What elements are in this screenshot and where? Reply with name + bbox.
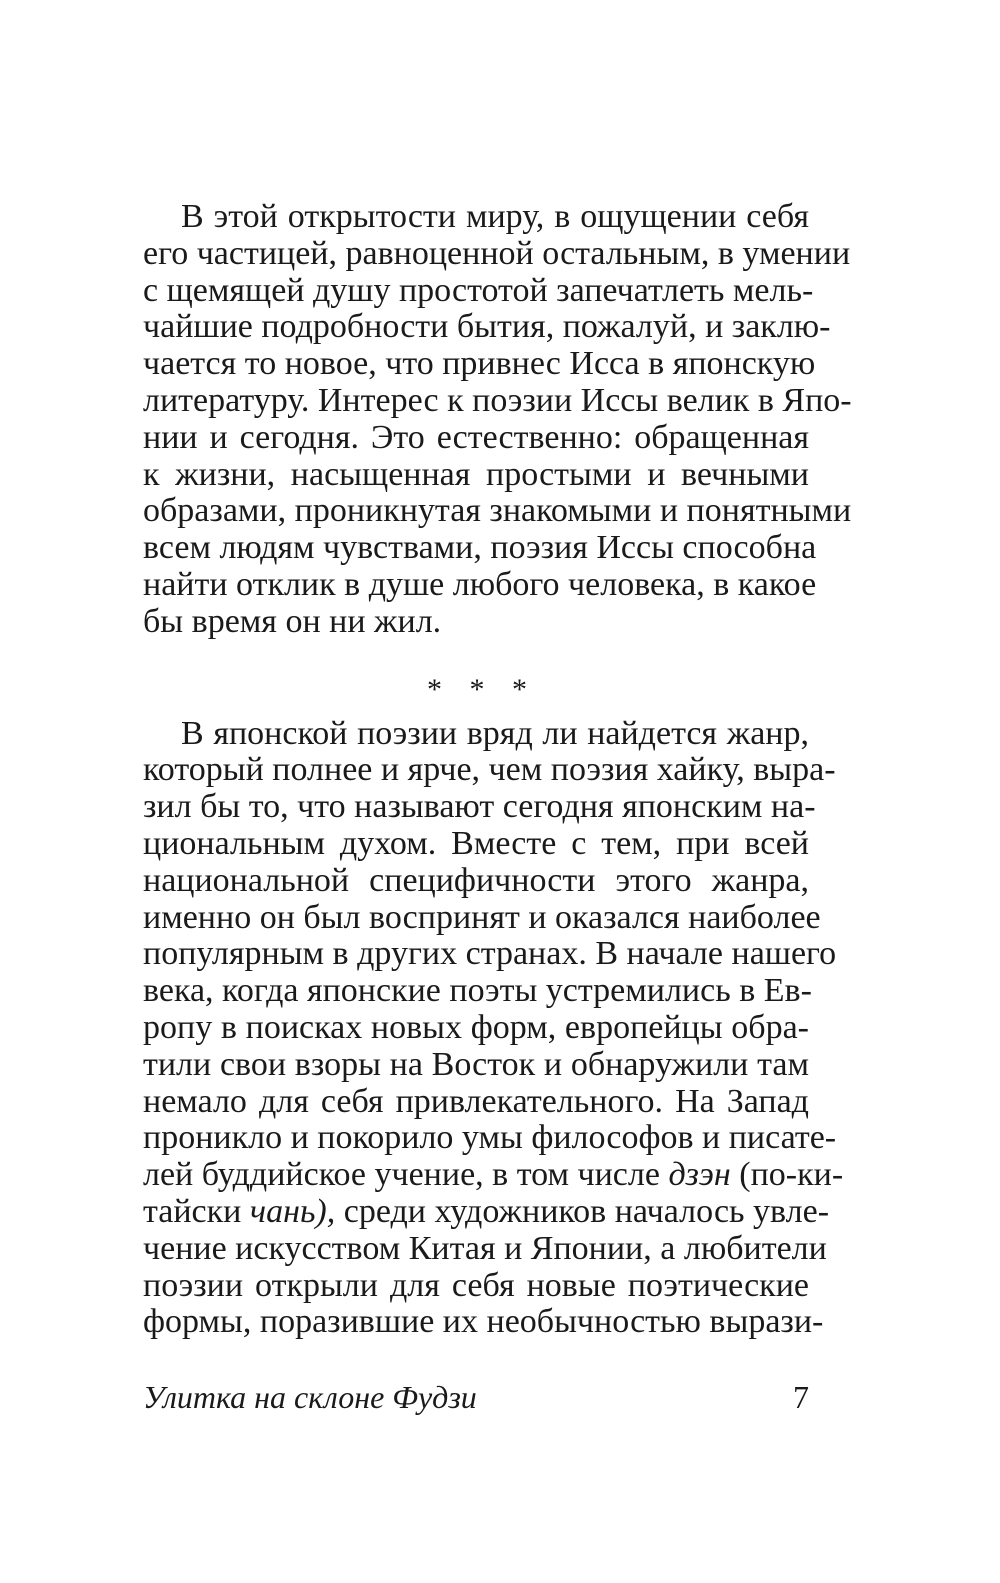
paragraph-2: [143, 714, 844, 1342]
paragraph-1-line-6: литературу. Интерес к поэзии Иссы велик в Япо-: [143, 381, 852, 419]
paragraph-1-line-7: нии и сегодня. Это естественно: обращенная: [143, 418, 809, 456]
paragraph-2-line-2: который полнее и ярче, чем поэзия хайку, выра-: [143, 751, 836, 789]
paragraph-1-line-5: чается то новое, что привнес Исса в японскую: [143, 345, 816, 383]
paragraph-2-line-4: циональным духом. Вместе с тем, при всей: [143, 824, 809, 862]
page-body: [143, 198, 852, 1341]
page-footer: [143, 1377, 809, 1417]
paragraph-2-line-13-tail: (по-ки-: [730, 1156, 844, 1194]
paragraph-2-line-13: [143, 1156, 844, 1194]
paragraph-2-line-5: национальной специфичности этого жанра,: [143, 861, 809, 899]
paragraph-2-line-13-text: лей буддийское учение, в том числе: [143, 1156, 660, 1194]
paragraph-2-line-17: формы, поразившие их необычностью вырази-: [143, 1303, 824, 1341]
paragraph-1: [143, 198, 852, 641]
paragraph-2-line-11: немало для себя привлекательного. На Запад: [143, 1082, 809, 1120]
paragraph-1-line-9: образами, проникнутая знакомыми и понятными: [143, 492, 852, 530]
page-number: 7: [793, 1379, 809, 1415]
term-chan: чань),: [249, 1192, 336, 1230]
paragraph-2-line-3: зил бы то, что называют сегодня японским на-: [143, 788, 816, 826]
term-dzen: дзэн: [668, 1156, 731, 1194]
paragraph-1-line-11: найти отклик в душе любого человека, в какое: [143, 565, 817, 603]
paragraph-1-line-8: к жизни, насыщенная простыми и вечными: [143, 455, 809, 493]
paragraph-2-line-8: века, когда японские поэты устремились в Ев-: [143, 972, 812, 1010]
paragraph-1-line-4: чайшие подробности бытия, пожалуй, и заклю-: [143, 308, 831, 346]
paragraph-1-line-10: всем людям чувствами, поэзия Иссы способна: [143, 529, 817, 567]
section-separator: * * *: [427, 672, 537, 706]
paragraph-2-line-12: проникло и покорило умы философов и писате-: [143, 1119, 837, 1157]
paragraph-1-line-2: его частицей, равноценной остальным, в умении: [143, 234, 851, 272]
paragraph-2-line-16: поэзии открыли для себя новые поэтические: [143, 1266, 809, 1304]
paragraph-2-line-14-tail: среди художников началось увле-: [335, 1192, 830, 1230]
paragraph-2-line-9: ропу в поисках новых форм, европейцы обра-: [143, 1008, 809, 1046]
paragraph-2-line-6: именно он был воспринят и оказался наиболее: [143, 898, 821, 936]
paragraph-1-line-1: В этой открытости миру, в ощущении себя: [181, 198, 809, 235]
paragraph-2-line-1: В японской поэзии вряд ли найдется жанр,: [181, 714, 809, 752]
paragraph-2-line-14-text: тайски: [143, 1192, 242, 1230]
paragraph-2-line-7: популярным в других странах. В начале нашего: [143, 935, 837, 973]
paragraph-1-line-3: с щемящей душу простотой запечатлеть мель-: [143, 271, 814, 309]
paragraph-2-line-14: [143, 1192, 830, 1231]
paragraph-2-line-15: чение искусством Китая и Японии, а любители: [143, 1229, 827, 1267]
running-title: Улитка на склоне Фудзи: [143, 1379, 477, 1415]
paragraph-2-line-10: тили свои взоры на Восток и обнаружили там: [143, 1045, 809, 1083]
paragraph-1-line-12: бы время он ни жил.: [143, 602, 442, 640]
